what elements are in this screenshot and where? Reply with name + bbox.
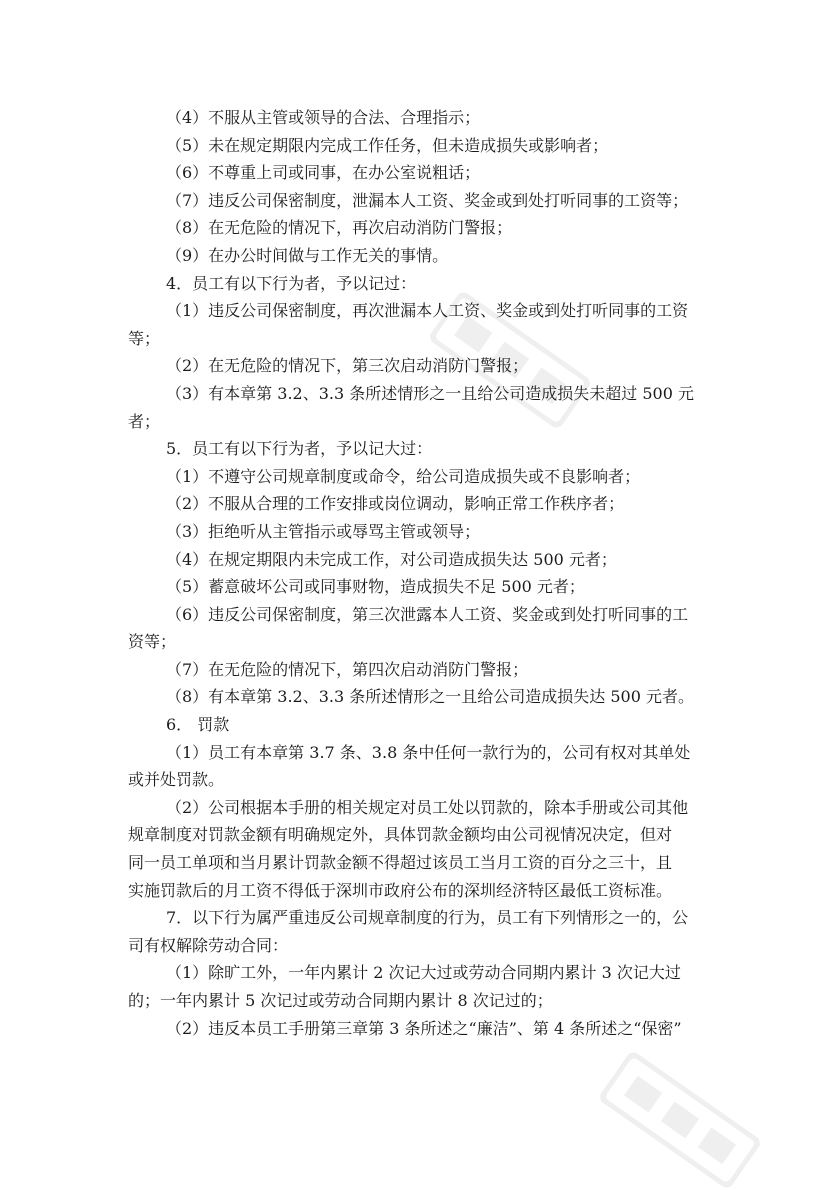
text-line: （3）拒绝听从主管指示或辱骂主管或领导； (166, 521, 481, 541)
text-line: （2）违反本员工手册第三章第 3 条所述之“廉洁”、第 4 条所述之“保密” (166, 1018, 682, 1038)
text-line: 同一员工单项和当月累计罚款金额不得超过该员工当月工资的百分之三十，且 (128, 853, 673, 873)
text-line: （3）有本章第 3.2、3.3 条所述情形之一且给公司造成损失未超过 500 元 (166, 383, 694, 403)
text-line: 等； (128, 328, 161, 348)
section-heading: 7．以下行为属严重违反公司规章制度的行为，员工有下列情形之一的，公 (166, 908, 689, 928)
text-line: （6）违反公司保密制度，第三次泄露本人工资、奖金或到处打听同事的工 (166, 604, 689, 624)
text-line: 实施罚款后的月工资不得低于深圳市政府公布的深圳经济特区最低工资标准。 (128, 880, 673, 900)
text-line: （7）在无危险的情况下，第四次启动消防门警报； (166, 659, 529, 679)
watermark-icon (597, 1050, 762, 1190)
text-line: 资等； (128, 632, 177, 652)
section-heading: 5．员工有以下行为者，予以记大过： (166, 439, 433, 459)
text-line: （4）不服从主管或领导的合法、合理指示； (166, 108, 481, 127)
text-line: （8）在无危险的情况下，再次启动消防门警报； (166, 218, 513, 238)
text-line: （2）不服从合理的工作安排或岗位调动，影响正常工作秩序者； (166, 494, 625, 514)
text-line: （2）在无危险的情况下，第三次启动消防门警报； (166, 356, 529, 376)
document-body (128, 104, 706, 1042)
text-line: （8）有本章第 3.2、3.3 条所述情形之一且给公司造成损失达 500 元者。 (166, 687, 694, 707)
text-line: （5）未在规定期限内完成工作任务，但未造成损失或影响者； (166, 135, 609, 155)
text-line: 者； (128, 411, 161, 431)
text-line: （4）在规定期限内未完成工作，对公司造成损失达 500 元者； (166, 549, 617, 569)
text-line: （9）在办公时间做与工作无关的事情。 (166, 245, 449, 265)
text-line: 司有权解除劳动合同： (128, 935, 289, 955)
text-line: 的；一年内累计 5 次记过或劳动合同期内累计 8 次记过的； (128, 991, 553, 1010)
text-line: （1）员工有本章第 3.7 条、3.8 条中任何一款行为的，公司有权对其单处 (166, 742, 691, 762)
text-line: （2）公司根据本手册的相关规定对员工处以罚款的，除本手册或公司其他 (166, 797, 689, 817)
text-line: （7）违反公司保密制度，泄漏本人工资、奖金或到处打听同事的工资等； (166, 190, 689, 210)
text-line: 或并处罚款。 (128, 770, 225, 790)
text-line: （5）蓄意破坏公司或同事财物，造成损失不足 500 元者； (166, 577, 585, 597)
text-line: （1）不遵守公司规章制度或命令，给公司造成损失或不良影响者； (166, 466, 641, 486)
text-line: 规章制度对罚款金额有明确规定外，具体罚款金额均由公司视情况决定，但对 (128, 825, 673, 845)
text-line: （1）除旷工外，一年内累计 2 次记大过或劳动合同期内累计 3 次记大过 (166, 963, 681, 983)
section-heading: 4．员工有以下行为者，予以记过： (166, 273, 417, 293)
section-heading: 6． 罚款 (166, 715, 230, 735)
text-line: （6）不尊重上司或同事，在办公室说粗话； (166, 163, 481, 183)
text-line: （1）违反公司保密制度，再次泄漏本人工资、奖金或到处打听同事的工资 (166, 301, 689, 321)
